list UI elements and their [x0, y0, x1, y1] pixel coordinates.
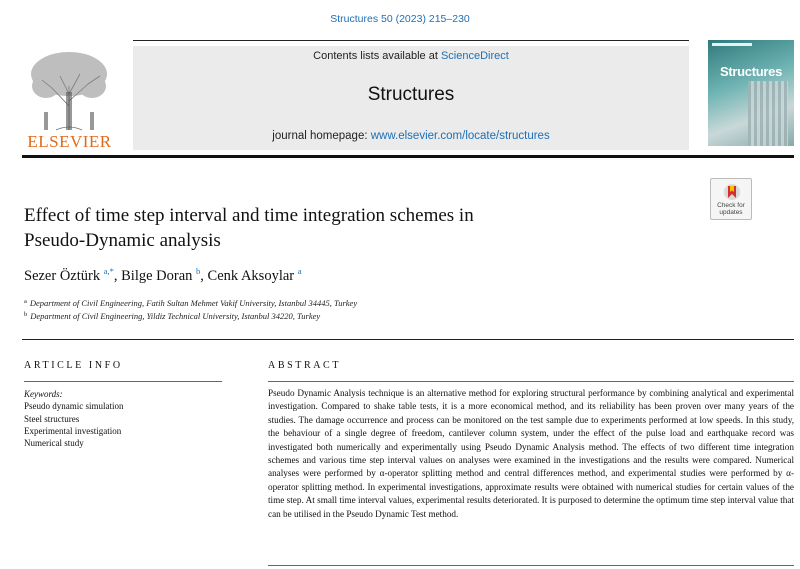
author-affiliation-mark[interactable]: a,*: [103, 266, 114, 276]
affiliation-text: Department of Civil Engineering, Fatih Sultan Mehmet Vakif University, Istanbul 34445, Turkey: [29, 298, 358, 308]
article-title-line-2: Pseudo-Dynamic analysis: [24, 230, 221, 251]
journal-banner: [133, 46, 689, 150]
affiliation-mark: a: [24, 298, 27, 305]
cover-title: Structures: [719, 64, 783, 79]
author-name[interactable]: Sezer Öztürk: [24, 268, 101, 284]
elsevier-wordmark: ELSEVIER: [27, 132, 112, 151]
section-divider: [22, 339, 794, 340]
journal-homepage-line: [133, 130, 689, 142]
cover-top-strip: [712, 43, 752, 46]
affiliation-text: Department of Civil Engineering, Yildiz Technical University, Istanbul 34220, Turkey: [30, 311, 321, 321]
author-list: [24, 266, 302, 285]
cover-building-graphic: [748, 81, 788, 146]
homepage-prefix: journal homepage:: [272, 130, 371, 142]
sciencedirect-link[interactable]: ScienceDirect: [440, 50, 509, 62]
header-bottom-rule: [22, 155, 794, 158]
article-title: [24, 203, 644, 253]
check-for-updates-button[interactable]: [710, 178, 752, 220]
journal-name: Structures: [367, 84, 455, 105]
keyword-item: Numerical study: [24, 438, 84, 449]
contents-prefix: Contents lists available at: [313, 50, 441, 62]
keywords-list: [24, 388, 224, 449]
abstract-rule: [268, 381, 794, 382]
keyword-item: Experimental investigation: [24, 425, 122, 436]
affiliation: [24, 298, 357, 308]
abstract-bottom-rule: [268, 565, 794, 566]
author-separator: ,: [200, 268, 208, 284]
affiliation-mark: b: [24, 311, 28, 318]
article-info-heading: ARTICLE INFO: [24, 360, 123, 371]
abstract-heading: ABSTRACT: [268, 360, 342, 371]
bookmark-icon: [723, 183, 741, 201]
journal-cover-image[interactable]: [708, 40, 794, 146]
article-info-rule: [24, 381, 222, 382]
article-title-line-1: Effect of time step interval and time integration schemes in: [24, 205, 474, 226]
author-name[interactable]: Cenk Aksoylar: [207, 268, 295, 284]
keyword-item: Steel structures: [24, 413, 80, 424]
author-separator: ,: [113, 268, 122, 284]
author-affiliation-mark[interactable]: a: [297, 266, 302, 276]
affiliation: [24, 311, 320, 321]
header-top-rule: [133, 40, 689, 41]
journal-homepage-link[interactable]: www.elsevier.com/locate/structures: [370, 130, 550, 142]
check-for-updates-label: Check for updates: [717, 202, 745, 216]
journal-citation-link[interactable]: Structures 50 (2023) 215–230: [330, 13, 470, 25]
keywords-label: Keywords:: [24, 389, 63, 399]
contents-available-line: [133, 50, 689, 62]
abstract-text: Pseudo Dynamic Analysis technique is an alternative method for exploring structural performance by combining analytical and experimental investigation. Compared to shake table tests, it is a more economical method, and its reliability has been proven over many years of the studies. The damage occurrence and process can be monitored on the test sample due to experiments performed at low speeds. In this study, the behaviour of a single degree of freedom, cantilever column system, under the effect of the pulse load and earthquake record was investigated both numerically and experimentally using Pseudo Dynamic Analysis method. The effects of two different time integration schemes and various time step interval values on analyses were examined in the investigations and the results were compared. Numerical analyses were performed by α-operator splitting method and central differences method, and experimental studies were performed by α-operator splitting method. In experimental investigations, approximate results were obtained with numerical studies for certain values of the time step. At small time interval values, experimental results deteriorated. It is purposed to determine the optimum time step interval value that can be utilised in the Pseudo Dynamic Test method.: [268, 388, 794, 519]
author-name[interactable]: Bilge Doran: [121, 268, 193, 284]
keyword-item: Pseudo dynamic simulation: [24, 401, 124, 412]
author-affiliation-mark[interactable]: b: [196, 266, 201, 276]
